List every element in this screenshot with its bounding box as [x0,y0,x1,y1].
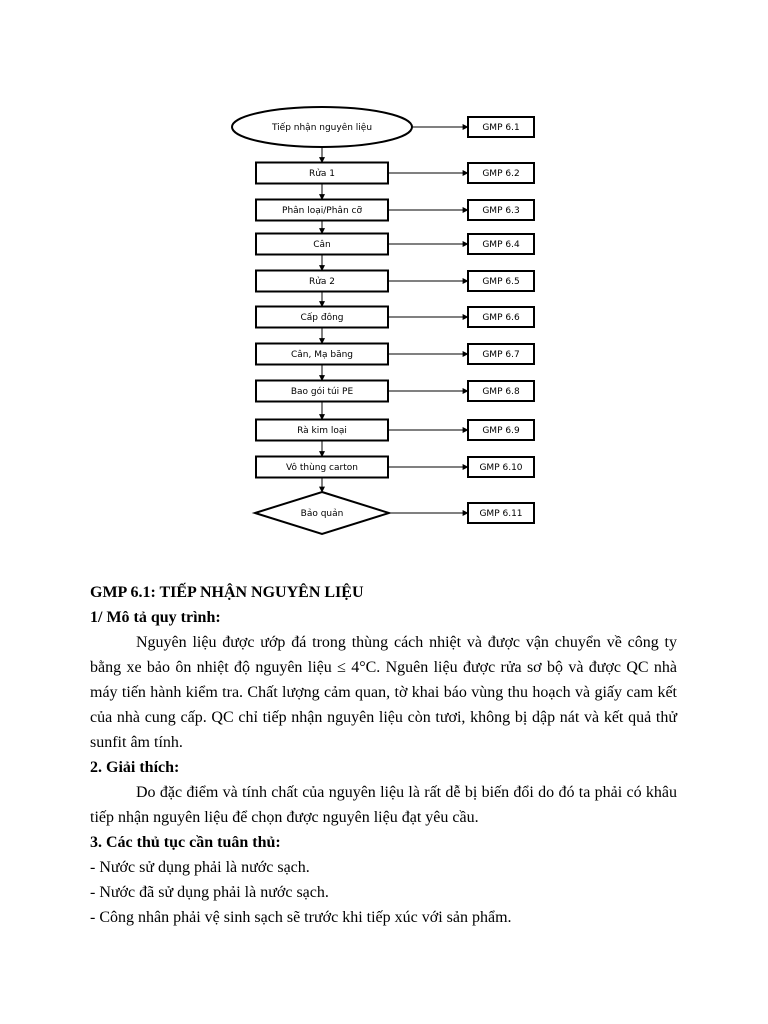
process-step-label: Bảo quản [300,509,344,519]
gmp-label: GMP 6.7 [482,350,520,360]
section-1-heading: 1/ Mô tả quy trình: [90,609,221,626]
section-2-heading: 2. Giải thích: [90,759,180,776]
gmp-label: GMP 6.4 [482,240,520,250]
gmp-label: GMP 6.3 [482,206,520,216]
process-step-label: Bao gói túi PE [290,387,354,397]
process-step-label: Cân, Mạ băng [290,350,354,360]
section-2-text: Do đặc điểm và tính chất của nguyên liệu là rất dễ bị biến đổi do đó ta phải có khâu tiếp nhận nguyên liệu để chọn được nguyên liệu đạt yêu cầu. [90,784,677,826]
document-body [90,580,677,930]
process-step-label: Cân [313,240,331,250]
process-step-label: Cấp đông [300,313,344,323]
gmp-label: GMP 6.1 [482,123,520,133]
section-3-heading: 3. Các thủ tục cần tuân thủ: [90,834,281,851]
procedure-item: - Công nhân phải vệ sinh sạch sẽ trước khi tiếp xúc với sản phẩm. [90,909,512,926]
process-step-label: Rà kim loại [297,426,347,436]
section-1-text: Nguyên liệu được ướp đá trong thùng cách nhiệt và được vận chuyển về công ty bằng xe bảo ôn nhiệt độ nguyên liệu ≤ 4°C. Nguên liệu được rửa sơ bộ và được QC nhà máy tiến hành kiểm tra. Chất lượng cảm quan, tờ khai báo vùng thu hoạch và giấy cam kết của nhà cung cấp. QC chỉ tiếp nhận nguyên liệu còn tươi, không bị dập nát và kết quả thử sunfit âm tính. [90,634,677,751]
gmp-label: GMP 6.8 [482,387,520,397]
section-title: GMP 6.1: TIẾP NHẬN NGUYÊN LIỆU [90,584,364,601]
gmp-label: GMP 6.6 [482,313,520,323]
procedure-item: - Nước đã sử dụng phải là nước sạch. [90,884,329,901]
process-step-label: Rửa 1 [308,169,336,179]
procedure-item: - Nước sử dụng phải là nước sạch. [90,859,310,876]
gmp-label: GMP 6.5 [482,277,520,287]
process-step-label: Phân loại/Phân cỡ [282,206,362,216]
process-step-label: Vô thùng carton [286,463,358,473]
process-step-label: Tiếp nhận nguyên liệu [271,123,373,133]
gmp-label: GMP 6.10 [479,463,523,473]
gmp-label: GMP 6.9 [482,426,520,436]
gmp-label: GMP 6.11 [479,509,523,519]
process-step-label: Rửa 2 [308,277,336,287]
gmp-label: GMP 6.2 [482,169,520,179]
